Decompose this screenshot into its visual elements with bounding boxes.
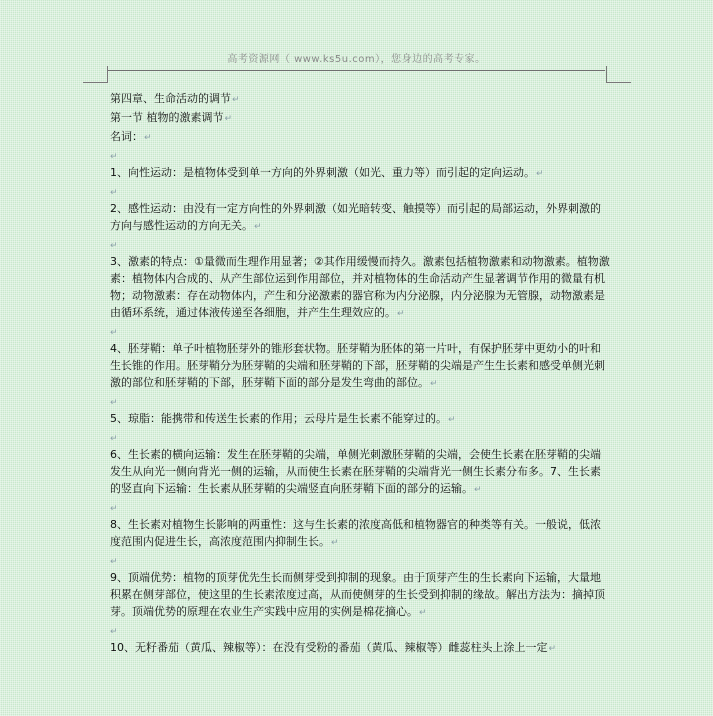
paragraph-mark-icon: ↵ bbox=[110, 188, 118, 198]
document-body bbox=[110, 90, 610, 658]
paragraph-text: 9、顶端优势：植物的顶芽优先生长而侧芽受到抑制的现象。由于顶芽产生的生长素向下运输，大量地积累在侧芽部位，使这里的生长素浓度过高，从而使侧芽的生长受到抑制的缘故。解出方法为：摘掉顶芽。顶端优势的原理在农业生产实践中应用的实例是棉花摘心。 bbox=[110, 571, 605, 618]
paragraph-mark-icon: ↵ bbox=[110, 627, 118, 637]
paragraph-mark-icon: ↵ bbox=[232, 95, 240, 105]
empty-paragraph bbox=[110, 393, 610, 410]
document-paragraph bbox=[110, 446, 610, 499]
paragraph-mark-icon: ↵ bbox=[448, 415, 456, 425]
paragraph-mark-icon: ↵ bbox=[548, 644, 557, 654]
paragraph-mark-icon: ↵ bbox=[224, 114, 233, 124]
paragraph-text: 10、无籽番茄（黄瓜、辣椒等）：在没有受粉的番茄（黄瓜、辣椒等）雌蕊柱头上涂上一定 bbox=[110, 641, 548, 654]
paragraph-text: 6、生长素的横向运输：发生在胚芽鞘的尖端，单侧光刺激胚芽鞘的尖端，会使生长素在胚芽鞘的尖端发生从向光一侧向背光一侧的运输，从而使生长素在胚芽鞘的尖端背光一侧生长素分布多。7、生长素的竖直向下运输：生长素从胚芽鞘的尖端竖直向胚芽鞘下面的部分的运输。 bbox=[110, 448, 601, 495]
page-header-text: 高考资源网（ www.ks5u.com），您身边的高考专家。 bbox=[227, 54, 486, 65]
paragraph-mark-icon: ↵ bbox=[110, 152, 118, 162]
paragraph-text: 5、琼脂：能携带和传送生长素的作用；云母片是生长素不能穿过的。 bbox=[110, 412, 447, 425]
empty-paragraph bbox=[110, 183, 610, 200]
paragraph-mark-icon: ↵ bbox=[254, 222, 262, 232]
paragraph-mark-icon: ↵ bbox=[144, 133, 152, 143]
paragraph-mark-icon: ↵ bbox=[419, 608, 427, 618]
empty-paragraph bbox=[110, 429, 610, 446]
paragraph-mark-icon: ↵ bbox=[110, 504, 118, 514]
empty-paragraph bbox=[110, 552, 610, 569]
paragraph-mark-icon: ↵ bbox=[331, 538, 339, 548]
document-paragraph bbox=[110, 340, 610, 393]
paragraph-mark-icon: ↵ bbox=[110, 557, 118, 567]
paragraph-mark-icon: ↵ bbox=[430, 379, 438, 389]
document-paragraph bbox=[110, 639, 610, 658]
document-paragraph bbox=[110, 569, 610, 622]
empty-paragraph bbox=[110, 236, 610, 253]
paragraph-mark-icon: ↵ bbox=[474, 485, 482, 495]
document-paragraph bbox=[110, 128, 610, 147]
document-paragraph bbox=[110, 200, 610, 236]
paragraph-mark-icon: ↵ bbox=[110, 398, 118, 408]
document-paragraph bbox=[110, 410, 610, 429]
paragraph-mark-icon: ↵ bbox=[110, 241, 118, 251]
document-paragraph bbox=[110, 164, 610, 183]
document-paragraph bbox=[110, 253, 610, 323]
empty-paragraph bbox=[110, 323, 610, 340]
paragraph-text: 名词： bbox=[110, 130, 143, 143]
paragraph-mark-icon: ↵ bbox=[110, 328, 118, 338]
paragraph-text: 第一节 植物的激素调节 bbox=[110, 111, 224, 124]
header-rule bbox=[108, 70, 605, 71]
header-corner-right bbox=[606, 66, 631, 83]
paragraph-text: 4、胚芽鞘：单子叶植物胚芽外的锥形套状物。胚芽鞘为胚体的第一片叶，有保护胚芽中更幼小的叶和生长锥的作用。胚芽鞘分为胚芽鞘的尖端和胚芽鞘的下部，胚芽鞘的尖端是产生生长素和感受单侧光刺激的部位和胚芽鞘的下部，胚芽鞘下面的部分是发生弯曲的部位。 bbox=[110, 342, 605, 389]
paragraph-mark-icon: ↵ bbox=[397, 309, 405, 319]
empty-paragraph bbox=[110, 147, 610, 164]
header-corner-left bbox=[83, 66, 108, 83]
document-paragraph bbox=[110, 516, 610, 552]
paragraph-mark-icon: ↵ bbox=[110, 434, 118, 444]
document-paragraph bbox=[110, 90, 610, 109]
paragraph-text: 8、生长素对植物生长影响的两重性：这与生长素的浓度高低和植物器官的种类等有关。一般说，低浓度范围内促进生长，高浓度范围内抑制生长。 bbox=[110, 518, 601, 548]
document-paragraph bbox=[110, 109, 610, 128]
paragraph-text: 第四章、生命活动的调节 bbox=[110, 92, 231, 105]
paragraph-text: 1、向性运动：是植物体受到单一方向的外界刺激（如光、重力等）而引起的定向运动。 bbox=[110, 166, 535, 179]
paragraph-mark-icon: ↵ bbox=[536, 169, 544, 179]
paragraph-text: 2、感性运动：由没有一定方向性的外界刺激（如光暗转变、触摸等）而引起的局部运动，外界刺激的方向与感性运动的方向无关。 bbox=[110, 202, 601, 232]
paragraph-text: 3、激素的特点：①量微而生理作用显著；②其作用缓慢而持久。激素包括植物激素和动物激素。植物激素：植物体内合成的、从产生部位运到作用部位，并对植物体的生命活动产生显著调节作用的微量有机物；动物激素：存在动物体内，产生和分泌激素的器官称为内分泌腺，内分泌腺为无管腺，动物激素是由循环系统，通过体液传递至各细胞，并产生生理效应的。 bbox=[110, 255, 610, 319]
empty-paragraph bbox=[110, 622, 610, 639]
empty-paragraph bbox=[110, 499, 610, 516]
